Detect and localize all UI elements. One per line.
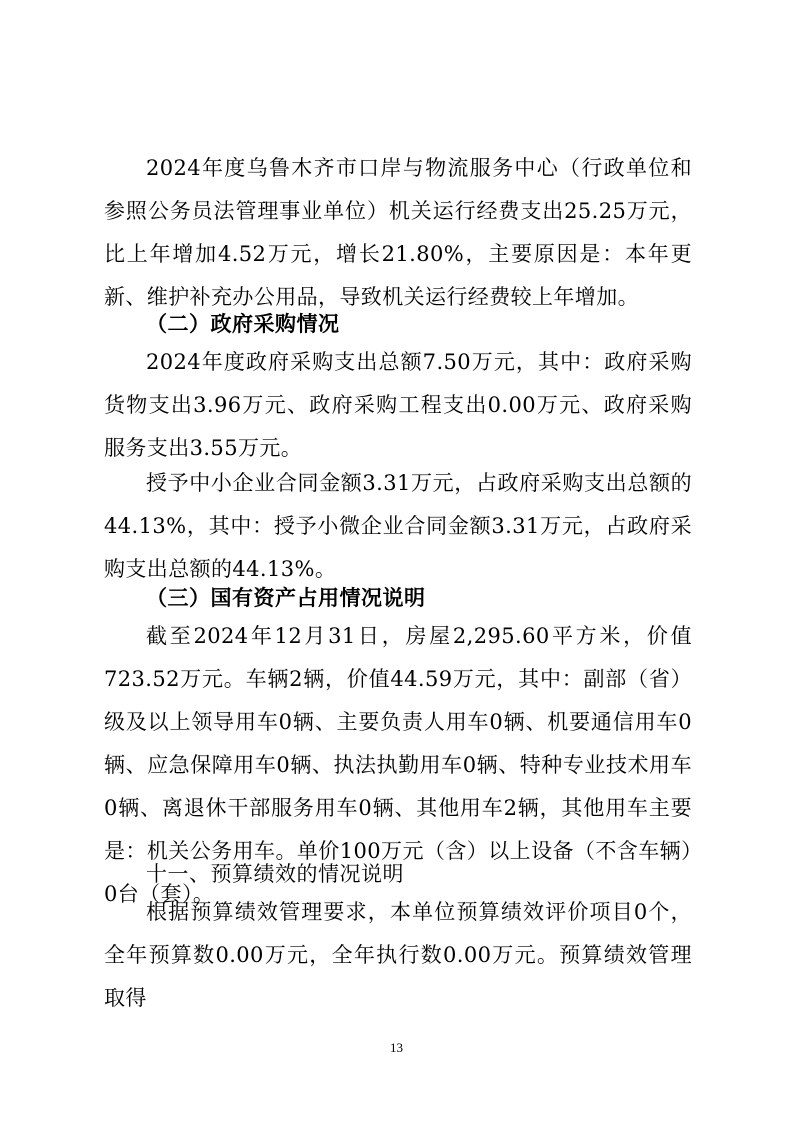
- section-heading-government-procurement: （二）政府采购情况: [146, 312, 340, 336]
- paragraph-assets-vehicles: 截至2024年12月31日，房屋2,295.60平方米，价值723.52万元。车辆2辆，价值44.59万元，其中：副部（省）级及以上领导用车0辆、主要负责人用车0辆、机要通信用车0辆、应急保障用车0辆、执法执勤用车0辆、特种专业技术用车0辆、离退休干部服务用车0辆、其他用车2辆，其他用车主要是：机关公务用车。单价100万元（含）以上设备（不含车辆）0台（套）。: [104, 624, 692, 906]
- paragraph-operating-expenses: 2024年度乌鲁木齐市口岸与物流服务中心（行政单位和参照公务员法管理事业单位）机关运行经费支出25.25万元，比上年增加4.52万元，增长21.80%，主要原因是：本年更新、维护补充办公用品，导致机关运行经费较上年增加。: [104, 156, 692, 309]
- paragraph-sme-contracts: 授予中小企业合同金额3.31万元，占政府采购支出总额的44.13%，其中：授予小微企业合同金额3.31万元，占政府采购支出总额的44.13%。: [104, 471, 692, 581]
- paragraph-performance-evaluation: 根据预算绩效管理要求，本单位预算绩效评价项目0个，全年预算数0.00万元，全年执行数0.00万元。预算绩效管理取得: [104, 900, 692, 1010]
- page-number: 13: [390, 1040, 403, 1055]
- paragraph-procurement-total: 2024年度政府采购支出总额7.50万元，其中：政府采购货物支出3.96万元、政府采购工程支出0.00万元、政府采购服务支出3.55万元。: [104, 350, 692, 460]
- section-heading-performance: 十一、预算绩效的情况说明: [146, 862, 404, 886]
- section-heading-state-assets: （三）国有资产占用情况说明: [146, 586, 426, 610]
